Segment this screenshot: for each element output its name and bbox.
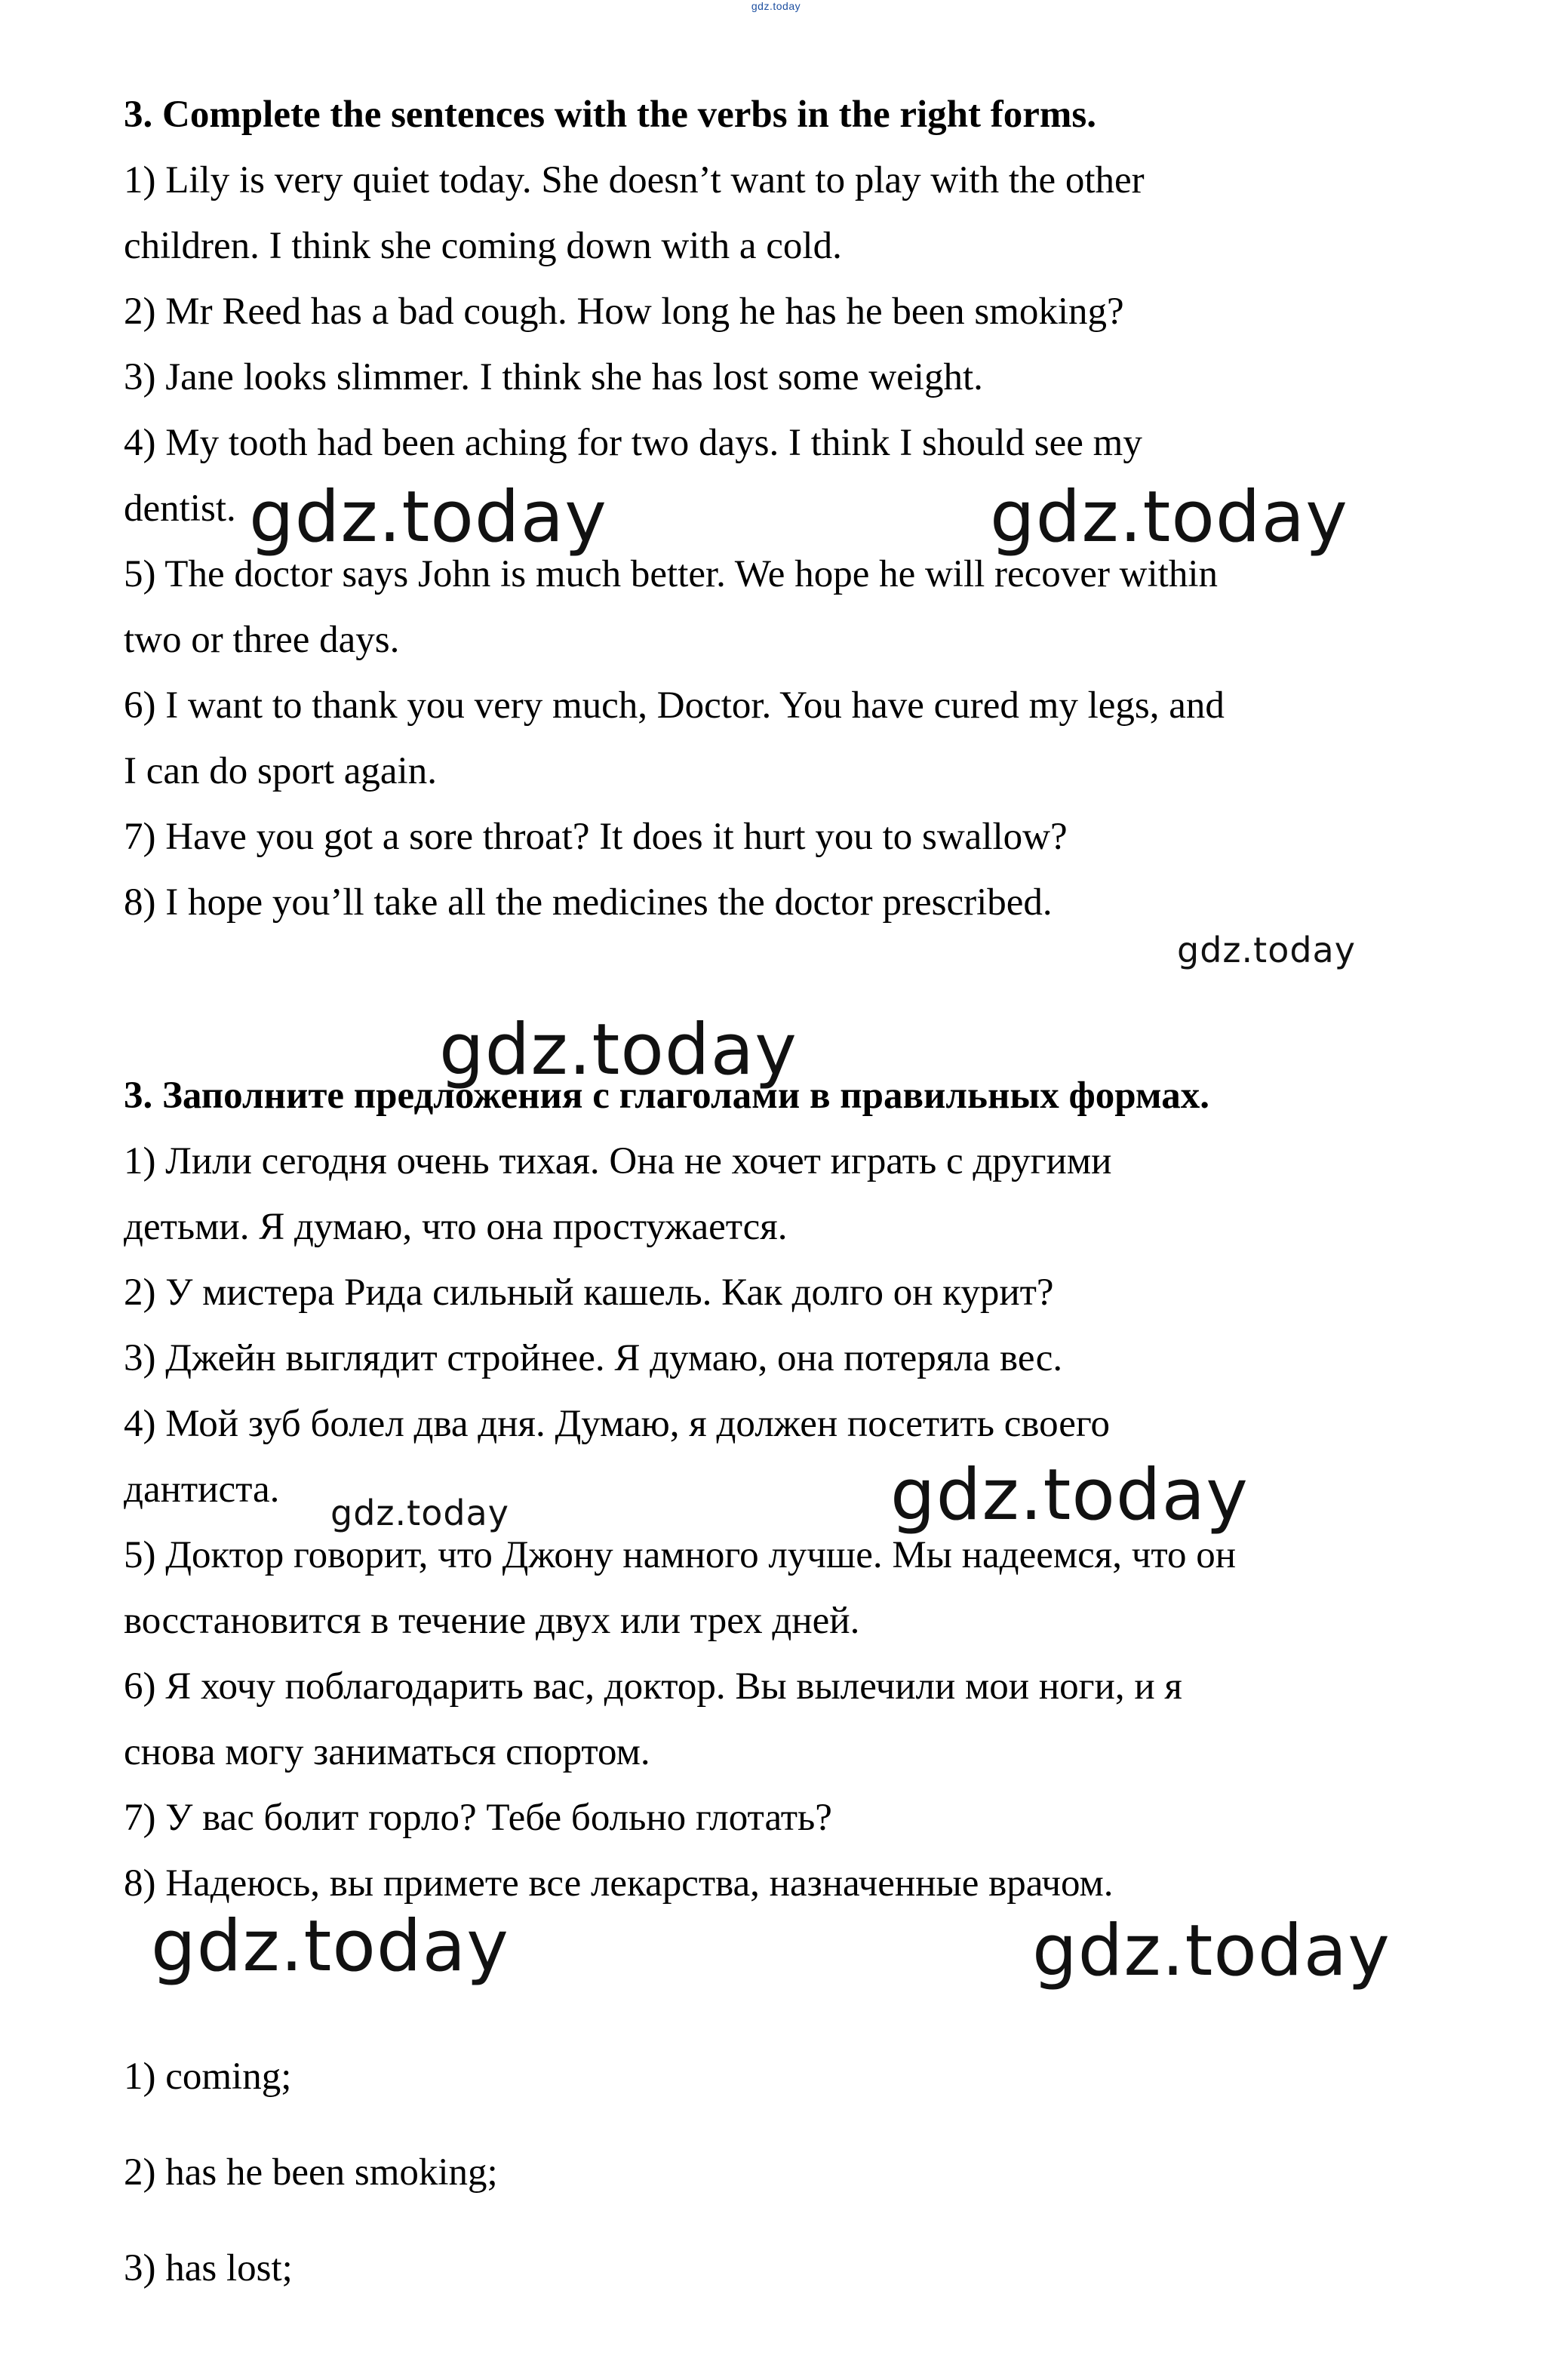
english-line: 3) Jane looks slimmer. I think she has lost some weight. xyxy=(124,356,983,398)
english-line: dentist. xyxy=(124,487,236,530)
russian-heading: 3. Заполните предложения с глаголами в правильных формах. xyxy=(124,1075,1209,1117)
english-line: I can do sport again. xyxy=(124,750,437,792)
russian-line: 1) Лили сегодня очень тихая. Она не хочет играть с другими xyxy=(124,1140,1112,1182)
answer-line: 3) has lost; xyxy=(124,2247,293,2289)
watermark: gdz.today xyxy=(890,1454,1249,1536)
russian-line: 6) Я хочу поблагодарить вас, доктор. Вы вылечили мои ноги, и я xyxy=(124,1665,1182,1708)
russian-line: снова могу заниматься спортом. xyxy=(124,1731,650,1773)
top-watermark: gdz.today xyxy=(751,0,801,12)
watermark: gdz.today xyxy=(330,1493,509,1533)
english-line: 1) Lily is very quiet today. She doesn’t want to play with the other xyxy=(124,159,1145,201)
russian-line: 5) Доктор говорит, что Джону намного лучше. Мы надеемся, что он xyxy=(124,1534,1237,1576)
russian-line: 7) У вас болит горло? Тебе больно глотать? xyxy=(124,1797,832,1839)
watermark: gdz.today xyxy=(990,476,1348,558)
english-heading: 3. Complete the sentences with the verbs in the right forms. xyxy=(124,94,1096,136)
russian-line: 8) Надеюсь, вы примете все лекарства, назначенные врачом. xyxy=(124,1862,1114,1905)
watermark: gdz.today xyxy=(249,476,607,558)
english-line: 4) My tooth had been aching for two days. I think I should see my xyxy=(124,422,1142,464)
russian-line: восстановится в течение двух или трех дней. xyxy=(124,1600,860,1642)
russian-line: детьми. Я думаю, что она простужается. xyxy=(124,1206,788,1248)
english-line: children. I think she coming down with a cold. xyxy=(124,225,842,267)
russian-line: дантиста. xyxy=(124,1468,280,1511)
english-line: 6) I want to thank you very much, Doctor. You have cured my legs, and xyxy=(124,684,1225,727)
russian-line: 2) У мистера Рида сильный кашель. Как долго он курит? xyxy=(124,1271,1054,1314)
answer-line: 2) has he been smoking; xyxy=(124,2151,498,2194)
watermark: gdz.today xyxy=(439,1009,798,1091)
english-line: two or three days. xyxy=(124,619,400,661)
russian-line: 3) Джейн выглядит стройнее. Я думаю, она потеряла вес. xyxy=(124,1337,1063,1379)
watermark: gdz.today xyxy=(151,1905,509,1988)
english-line: 5) The doctor says John is much better. We hope he will recover within xyxy=(124,553,1219,595)
english-line: 7) Have you got a sore throat? It does it hurt you to swallow? xyxy=(124,816,1068,858)
english-line: 8) I hope you’ll take all the medicines the doctor prescribed. xyxy=(124,881,1053,924)
russian-line: 4) Мой зуб болел два дня. Думаю, я должен посетить своего xyxy=(124,1403,1111,1445)
watermark: gdz.today xyxy=(1032,1910,1391,1992)
answer-line: 1) coming; xyxy=(124,2056,292,2098)
watermark: gdz.today xyxy=(1177,930,1356,970)
english-line: 2) Mr Reed has a bad cough. How long he has he been smoking? xyxy=(124,291,1124,333)
